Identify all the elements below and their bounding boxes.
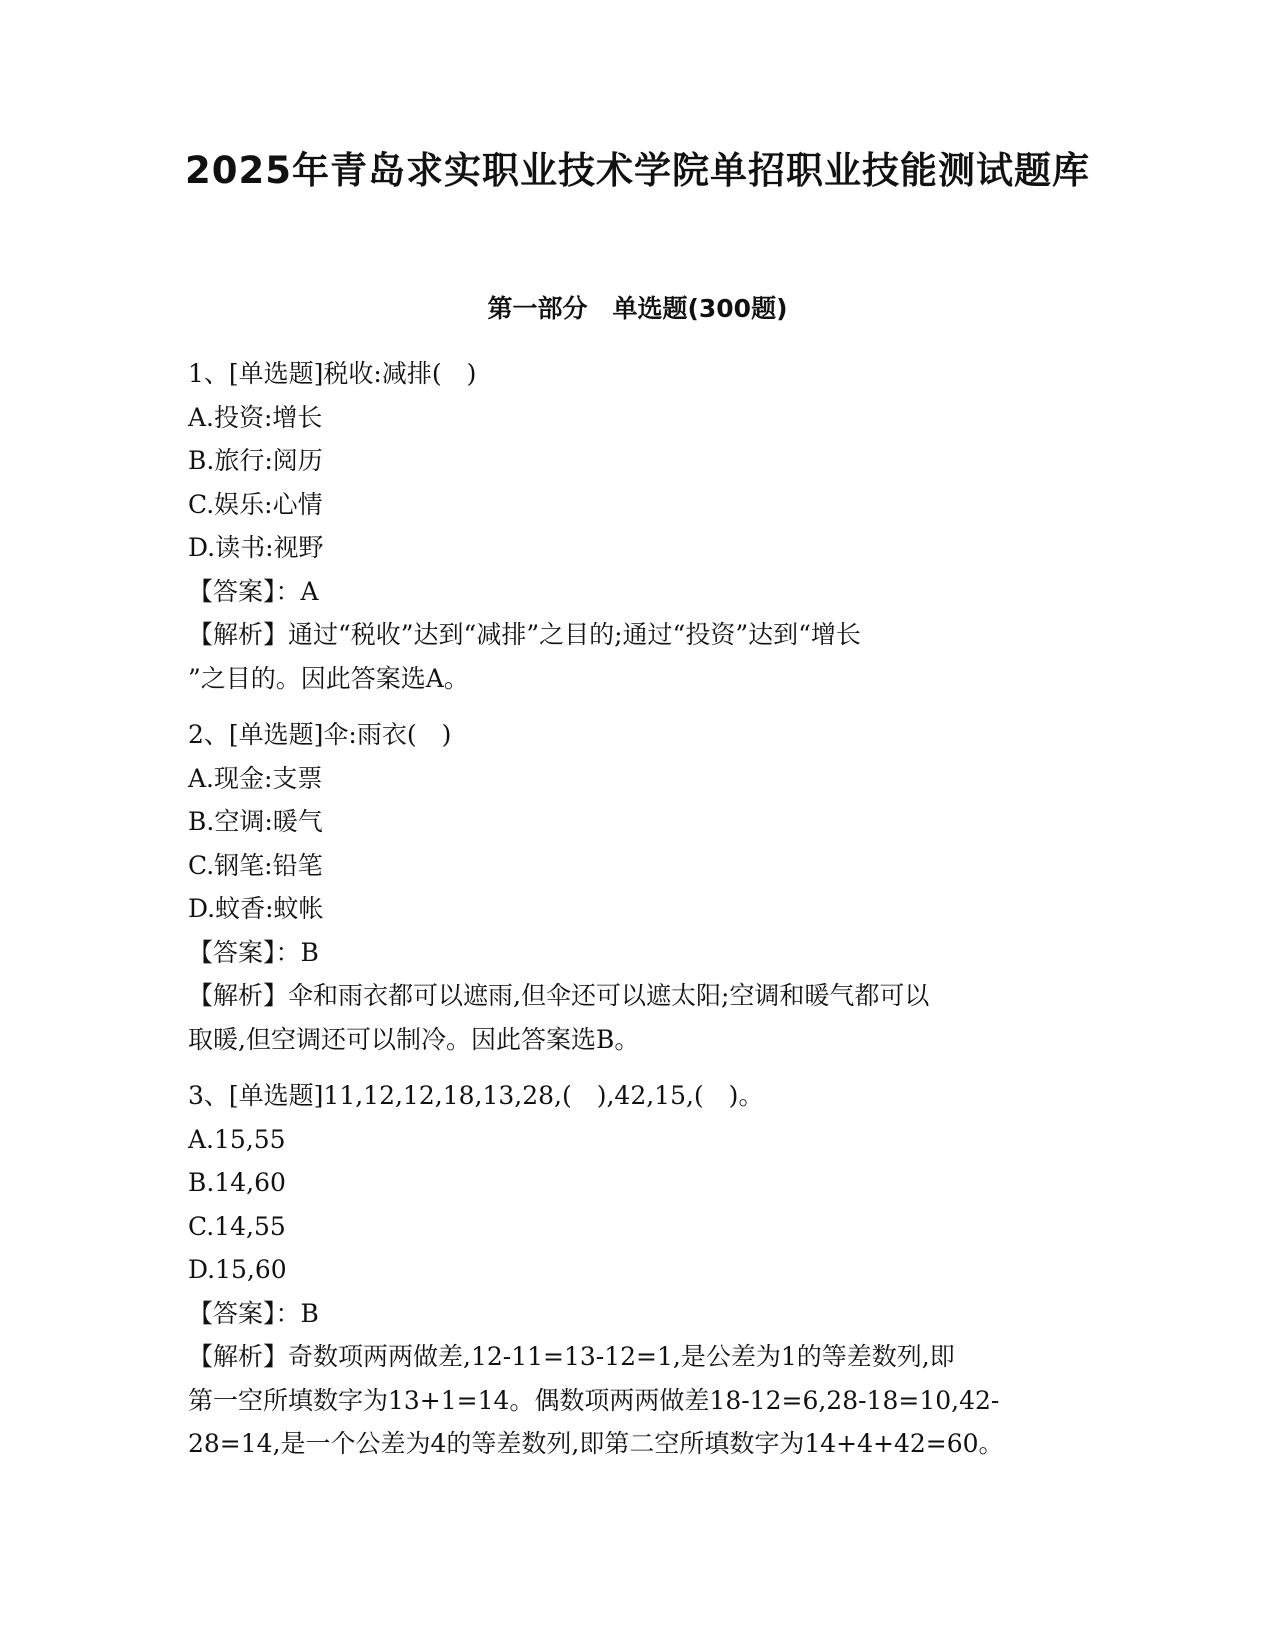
analysis-line: ”之目的。因此答案选A。 — [188, 663, 469, 693]
option-c: C.钢笔:铅笔 — [188, 850, 323, 880]
document-title: 2025年青岛求实职业技术学院单招职业技能测试题库 — [185, 149, 1090, 192]
question-3 — [188, 1074, 1088, 1466]
analysis-line: 第一空所填数字为13+1=14。偶数项两两做差18-12=6,28-18=10,42- — [188, 1385, 1000, 1415]
option-d: D.蚊香:蚊帐 — [188, 894, 324, 923]
option-d: D.15,60 — [188, 1255, 287, 1284]
question-1 — [188, 352, 1088, 700]
analysis-line: 28=14,是一个公差为4的等差数列,即第二空所填数字为14+4+42=60。 — [188, 1429, 1004, 1458]
answer-line: 【答案】：A — [188, 576, 319, 606]
section-title: 第一部分 单选题(300题) — [487, 294, 788, 323]
analysis-line: 【解析】伞和雨衣都可以遮雨,但伞还可以遮太阳;空调和暖气都可以 — [188, 981, 930, 1010]
option-d: D.读书:视野 — [188, 533, 324, 562]
question-stem: 3、[单选题]11,12,12,18,13,28,( ),42,15,( )。 — [188, 1081, 764, 1110]
option-b: B.空调:暖气 — [188, 807, 323, 836]
option-a: A.15,55 — [188, 1124, 286, 1154]
option-b: B.旅行:阅历 — [188, 446, 323, 475]
analysis-line: 【解析】通过“税收”达到“减排”之目的;通过“投资”达到“增长 — [188, 620, 861, 649]
question-stem: 1、[单选题]税收:减排( ) — [188, 359, 477, 388]
option-b: B.14,60 — [188, 1168, 286, 1197]
question-2 — [188, 713, 1088, 1061]
option-c: C.14,55 — [188, 1211, 286, 1241]
analysis-line: 取暖,但空调还可以制冷。因此答案选B。 — [188, 1024, 640, 1054]
answer-line: 【答案】：B — [188, 1298, 319, 1328]
analysis-line: 【解析】奇数项两两做差,12-11=13-12=1,是公差为1的等差数列,即 — [188, 1342, 955, 1371]
question-stem: 2、[单选题]伞:雨衣( ) — [188, 720, 452, 749]
option-c: C.娱乐:心情 — [188, 489, 323, 519]
question-list — [188, 352, 1088, 1479]
option-a: A.现金:支票 — [188, 763, 323, 793]
option-a: A.投资:增长 — [188, 402, 323, 432]
answer-line: 【答案】：B — [188, 937, 319, 967]
